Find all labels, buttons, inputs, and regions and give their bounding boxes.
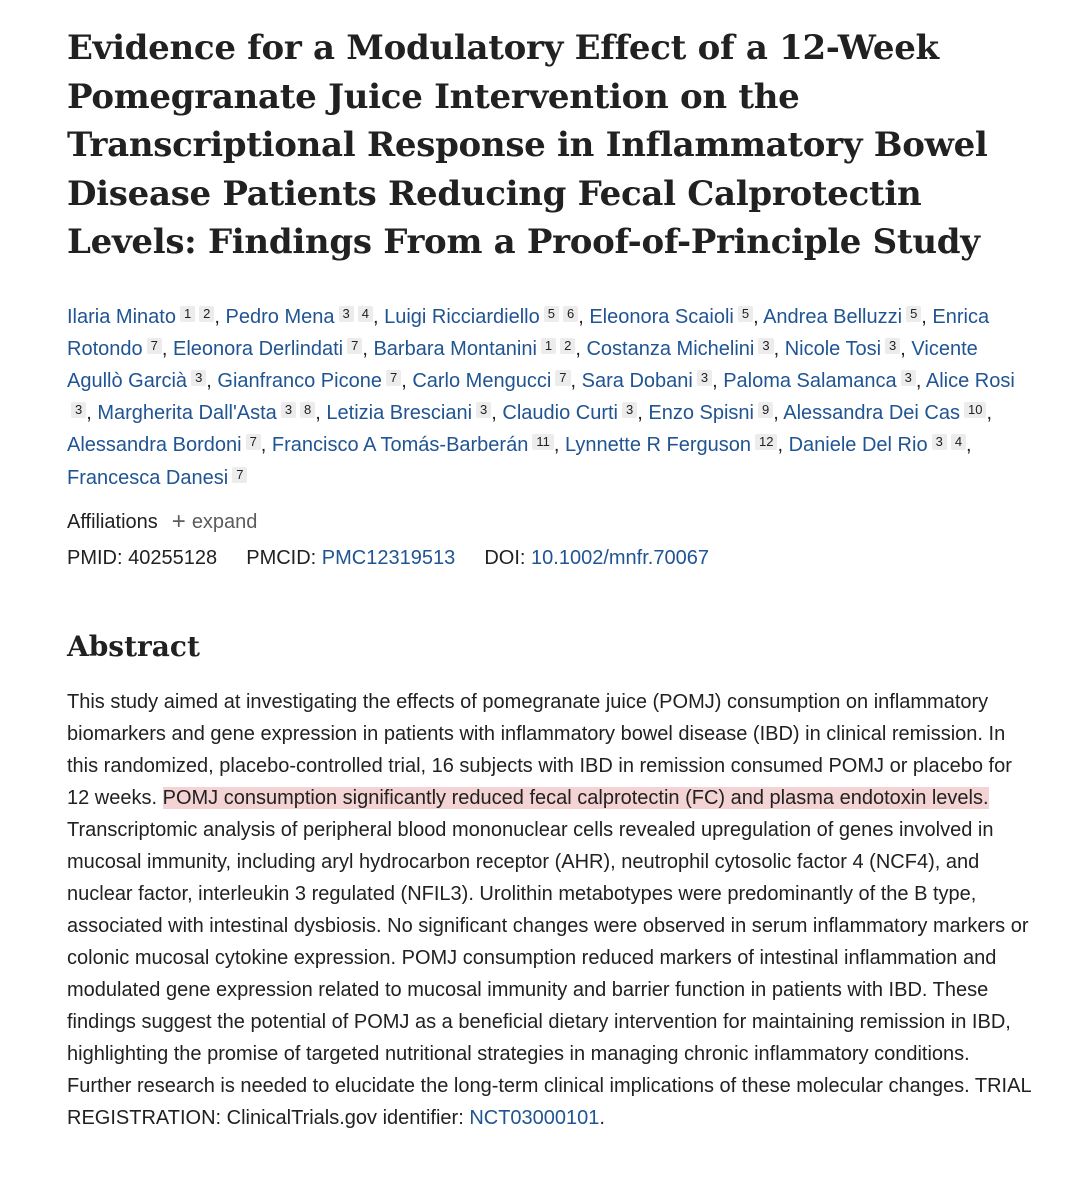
affiliation-number[interactable]: 5 xyxy=(738,306,753,322)
plus-icon: + xyxy=(171,507,186,535)
author-separator: , xyxy=(491,402,503,425)
author-name[interactable]: Claudio Curti xyxy=(502,402,618,425)
author-separator: , xyxy=(773,337,785,360)
author-separator: , xyxy=(260,434,272,457)
affiliation-number[interactable]: 9 xyxy=(758,402,773,418)
author-separator: , xyxy=(637,402,649,425)
author-name[interactable]: Lynnette R Ferguson xyxy=(564,434,752,457)
author-separator: , xyxy=(206,369,218,392)
author-name[interactable]: Carlo Mengucci xyxy=(412,369,552,392)
affiliation-number[interactable]: 2 xyxy=(560,338,575,354)
affiliations-expand-button[interactable] xyxy=(172,508,258,536)
affiliation-number[interactable]: 6 xyxy=(563,306,578,322)
author-name[interactable]: Andrea Belluzzi xyxy=(763,305,903,328)
author-separator: , xyxy=(214,305,226,328)
affiliation-number[interactable]: 10 xyxy=(964,402,986,418)
author-name[interactable]: Francesca Danesi xyxy=(67,466,229,489)
author-name[interactable]: Costanza Michelini xyxy=(586,337,755,360)
author-separator: , xyxy=(915,369,926,392)
affiliation-number[interactable]: 3 xyxy=(281,402,296,418)
author-name[interactable]: Daniele Del Rio xyxy=(788,434,928,457)
affiliation-number[interactable]: 3 xyxy=(697,370,712,386)
author-separator: , xyxy=(900,337,912,360)
author-name[interactable]: Ilaria Minato xyxy=(67,305,176,328)
author-separator: , xyxy=(777,434,789,457)
author-name[interactable]: Letizia Bresciani xyxy=(326,402,473,425)
affiliation-number[interactable]: 1 xyxy=(180,306,195,322)
author-list xyxy=(67,301,1033,494)
affiliation-number[interactable]: 7 xyxy=(246,434,261,450)
affiliation-number[interactable]: 8 xyxy=(300,402,315,418)
abstract-highlighted-text: POMJ consumption significantly reduced fecal calprotectin (FC) and plasma endotoxin levels. xyxy=(162,786,989,809)
author-separator: , xyxy=(578,305,590,328)
author-separator: , xyxy=(712,369,724,392)
author-separator: , xyxy=(161,337,173,360)
affiliation-number[interactable]: 7 xyxy=(347,338,362,354)
affiliation-number[interactable]: 3 xyxy=(191,370,206,386)
article-title: Evidence for a Modulatory Effect of a 12-Week Pomegranate Juice Intervention on the Transcriptional Response in Inflammatory Bowel Disease Patients Reducing Fecal Calprotectin Levels: Findings From a Proof-of-Principle Study xyxy=(67,28,988,262)
abstract-heading: Abstract xyxy=(67,629,200,663)
pmid-label: PMID: xyxy=(67,546,123,569)
affiliations-row xyxy=(67,508,1033,536)
author-name[interactable]: Paloma Salamanca xyxy=(723,369,897,392)
author-name[interactable]: Nicole Tosi xyxy=(784,337,882,360)
affiliations-label: Affiliations xyxy=(67,510,158,533)
author-name[interactable]: Francisco A Tomás-Barberán xyxy=(271,434,529,457)
article-page xyxy=(67,24,1033,1134)
affiliation-number[interactable]: 1 xyxy=(541,338,556,354)
abstract-body xyxy=(67,686,1033,1134)
expand-label: expand xyxy=(191,510,258,533)
affiliation-number[interactable]: 5 xyxy=(544,306,559,322)
affiliation-number[interactable]: 3 xyxy=(932,434,947,450)
affiliation-number[interactable]: 7 xyxy=(386,370,401,386)
affiliation-number[interactable]: 4 xyxy=(951,434,966,450)
doi-link[interactable]: 10.1002/mnfr.70067 xyxy=(531,546,709,569)
author-name[interactable]: Alessandra Bordoni xyxy=(67,434,242,457)
affiliation-number[interactable]: 3 xyxy=(885,338,900,354)
trial-registration-link[interactable]: NCT03000101 xyxy=(469,1106,600,1129)
author-name[interactable]: Alice Rosi xyxy=(925,369,1015,392)
author-name[interactable]: Sara Dobani xyxy=(581,369,693,392)
author-separator: , xyxy=(553,434,565,457)
pmid-value: 40255128 xyxy=(128,546,218,569)
affiliation-number[interactable]: 5 xyxy=(906,306,921,322)
author-separator: , xyxy=(966,434,972,457)
affiliation-number[interactable]: 3 xyxy=(622,402,637,418)
author-name[interactable]: Pedro Mena xyxy=(225,305,335,328)
affiliation-number[interactable]: 11 xyxy=(532,434,554,450)
author-name[interactable]: Enzo Spisni xyxy=(648,402,754,425)
author-name[interactable]: Enrica Rotondo xyxy=(67,305,990,360)
author-name[interactable]: Luigi Ricciardiello xyxy=(384,305,540,328)
author-name[interactable]: Margherita Dall'Asta xyxy=(97,402,277,425)
abstract-text-part-2: Transcriptomic analysis of peripheral blood mononuclear cells revealed upregulation of genes involved in mucosal immunity, including aryl hydrocarbon receptor (AHR), neutrophil cytosolic factor 4 (NCF4), and nuclear factor, interleukin 3 regulated (NFIL3). Urolithin metabotypes were predominantly of the B type, associated with intestinal dysbiosis. No significant changes were observed in serum inflammatory markers or colonic mucosal cytokine expression. POMJ consumption reduced markers of intestinal inflammation and modulated gene expression related to mucosal immunity and barrier function in patients with IBD. These findings suggest the potential of POMJ as a beneficial dietary intervention for maintaining remission in IBD, highlighting the promise of targeted nutritional strategies in managing chronic inflammatory conditions. Further research is needed to elucidate the long-term clinical implications of these molecular changes. TRIAL REGISTRATION: ClinicalTrials.gov identifier: xyxy=(67,818,1031,1129)
affiliation-number[interactable]: 2 xyxy=(199,306,214,322)
author-name[interactable]: Barbara Montanini xyxy=(373,337,537,360)
affiliation-number[interactable]: 7 xyxy=(147,338,162,354)
author-separator: , xyxy=(921,305,933,328)
abstract-text-part-1: This study aimed at investigating the effects of pomegranate juice (POMJ) consumption on inflammatory biomarkers and gene expression in patients with inflammatory bowel disease (IBD) in clinical remission. In this randomized, placebo-controlled trial, 16 subjects with IBD in remission consumed POMJ or placebo for 12 weeks. xyxy=(67,690,1012,809)
author-separator: , xyxy=(753,305,764,328)
author-separator: , xyxy=(86,402,98,425)
author-separator: , xyxy=(773,402,784,425)
author-separator: , xyxy=(372,305,385,328)
affiliation-number[interactable]: 12 xyxy=(755,434,777,450)
affiliation-number[interactable]: 7 xyxy=(555,370,570,386)
author-separator: , xyxy=(315,402,327,425)
affiliation-number[interactable]: 3 xyxy=(476,402,491,418)
affiliation-number[interactable]: 3 xyxy=(901,370,916,386)
author-separator: , xyxy=(362,337,374,360)
pmcid-label: PMCID: xyxy=(246,546,317,569)
affiliation-number[interactable]: 3 xyxy=(71,402,86,418)
affiliation-number[interactable]: 4 xyxy=(358,306,373,322)
author-name[interactable]: Vicente Agullò Garcià xyxy=(67,337,978,392)
identifiers-row xyxy=(67,544,1033,572)
author-separator: , xyxy=(570,369,582,392)
abstract-text-suffix: . xyxy=(599,1106,605,1129)
author-separator: , xyxy=(986,402,993,425)
author-name[interactable]: Eleonora Derlindati xyxy=(172,337,344,360)
author-name[interactable]: Gianfranco Picone xyxy=(217,369,382,392)
author-name[interactable]: Alessandra Dei Cas xyxy=(783,402,960,425)
affiliation-number[interactable]: 3 xyxy=(339,306,354,322)
author-separator: , xyxy=(401,369,413,392)
author-separator: , xyxy=(575,337,587,360)
author-name[interactable]: Eleonora Scaioli xyxy=(589,305,734,328)
affiliation-number[interactable]: 7 xyxy=(232,467,247,483)
pmcid-link[interactable]: PMC12319513 xyxy=(321,546,456,569)
affiliation-number[interactable]: 3 xyxy=(758,338,773,354)
doi-label: DOI: xyxy=(484,546,526,569)
